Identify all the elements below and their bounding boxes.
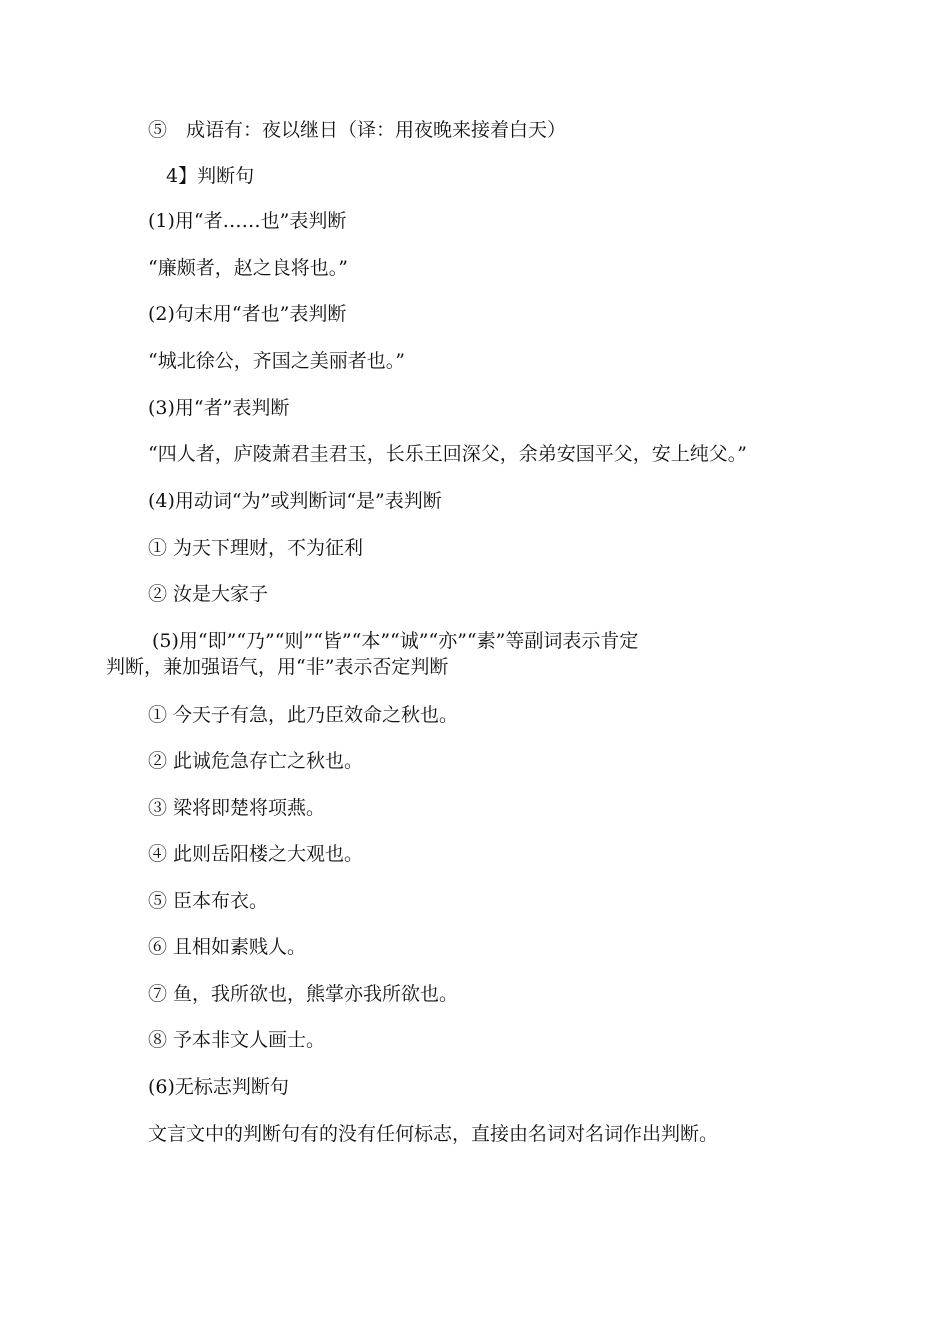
subheading: (3)用“者”表判断 [148, 397, 290, 419]
example-line: ② 汝是大家子 [148, 583, 269, 605]
example-line: ④ 此则岳阳楼之大观也。 [148, 843, 364, 865]
subheading: (2)句末用“者也”表判断 [148, 303, 347, 325]
example-line: ③ 梁将即楚将项燕。 [148, 797, 326, 819]
example-line: ⑤ 臣本布衣。 [148, 890, 269, 912]
text-line: 文言文中的判断句有的没有任何标志，直接由名词对名词作出判断。 [148, 1123, 719, 1145]
text-line: ⑤ 成语有：夜以继日（译：用夜晚来接着白天） [148, 119, 567, 141]
subheading: (6)无标志判断句 [148, 1076, 289, 1098]
subheading: (1)用“者……也”表判断 [148, 210, 347, 232]
example-line: ① 为天下理财，不为征利 [148, 537, 364, 559]
example-line: ⑦ 鱼，我所欲也，熊掌亦我所欲也。 [148, 983, 459, 1005]
subheading: (4)用动词“为”或判断词“是”表判断 [148, 490, 442, 512]
example-line: ② 此诚危急存亡之秋也。 [148, 750, 364, 772]
example-line: ⑧ 予本非文人画士。 [148, 1029, 326, 1051]
example-line: ⑥ 且相如素贱人。 [148, 936, 307, 958]
section-heading: 4】判断句 [166, 165, 255, 187]
example-line: ① 今天子有急，此乃臣效命之秋也。 [148, 704, 459, 726]
example-line: “廉颇者，赵之良将也。” [148, 257, 348, 279]
example-line: “城北徐公，齐国之美丽者也。” [148, 350, 405, 372]
example-line: “四人者，庐陵萧君圭君玉，长乐王回深父，余弟安国平父，安上纯父。” [148, 443, 747, 465]
subheading: (5)用“即”“乃”“则”“皆”“本”“诚”“亦”“素”等副词表示肯定 [152, 630, 639, 652]
text-line: 判断，兼加强语气，用“非”表示否定判断 [106, 656, 449, 678]
